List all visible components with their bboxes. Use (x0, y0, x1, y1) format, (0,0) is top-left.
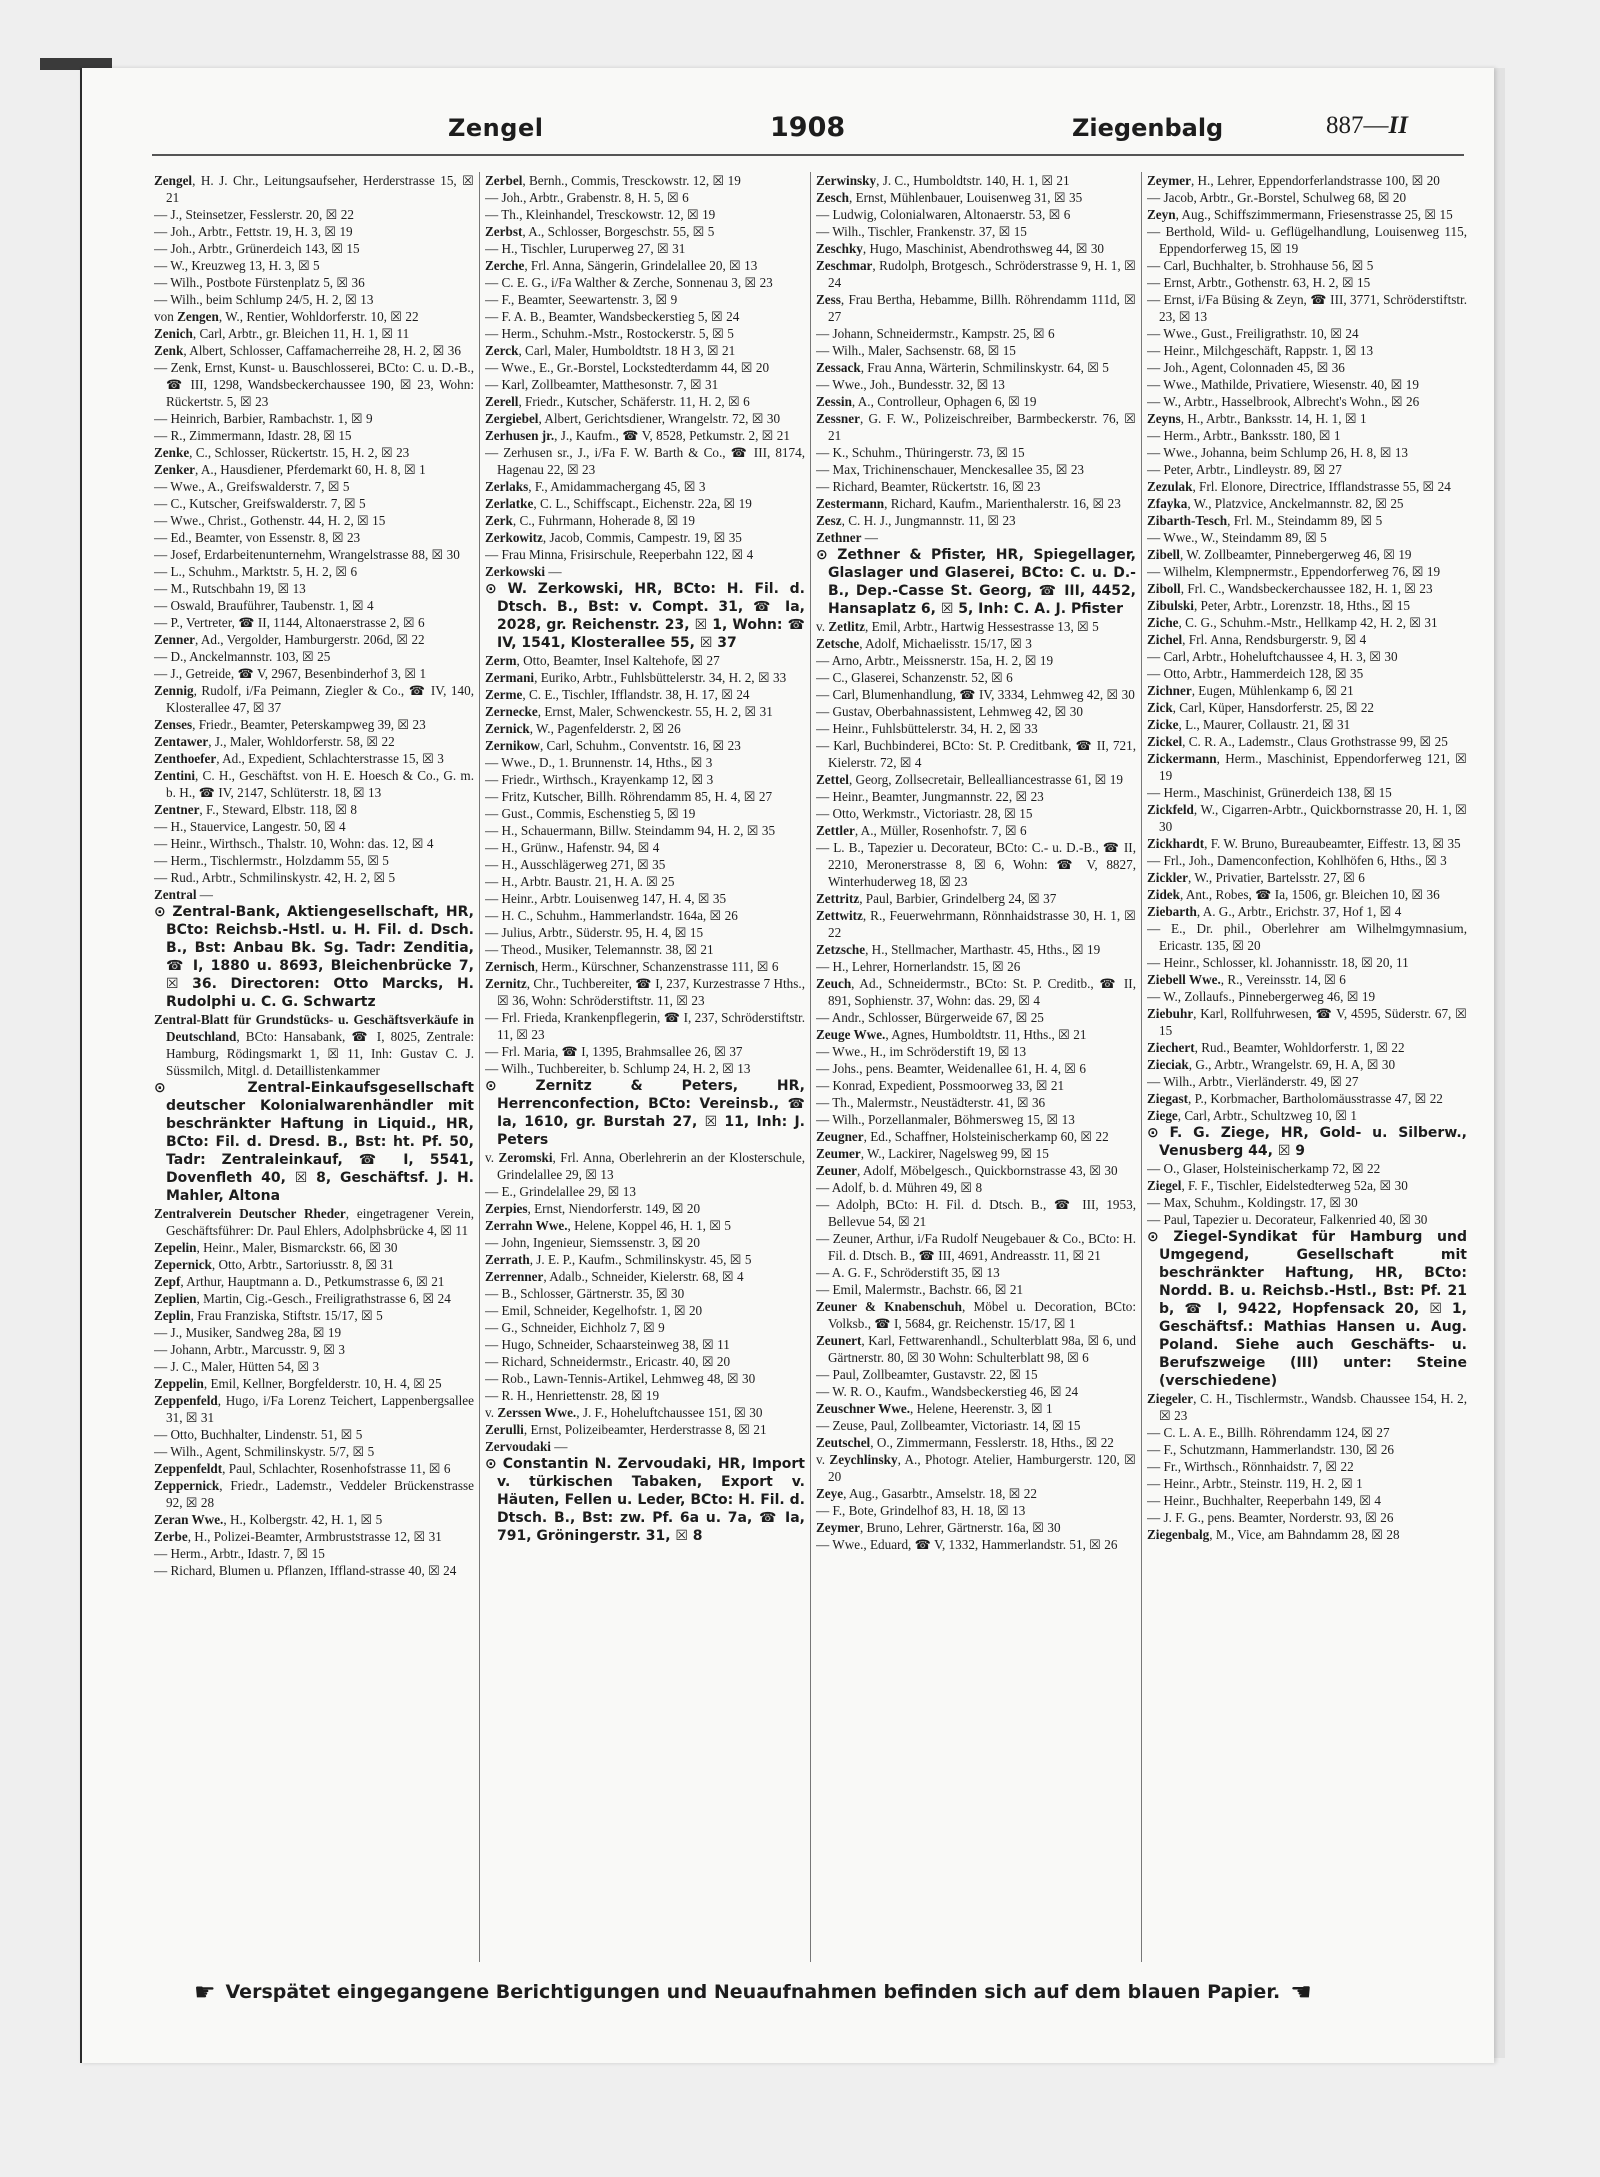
page-number-suffix: II (1388, 112, 1408, 139)
directory-entry: — C. E. G., i/Fa Walther & Zerche, Sonnenau 3, ☒ 23 (485, 275, 773, 290)
directory-entry: Ziebuhr, Karl, Rollfuhrwesen, ☎ V, 4595, Süderstr. 67, ☒ 15 (1147, 1006, 1467, 1038)
directory-entry: — Wwe., Eduard, ☎ V, 1332, Hammerlandstr. 51, ☒ 26 (816, 1537, 1118, 1552)
directory-entry: — Wilh., Maler, Sachsenstr. 68, ☒ 15 (816, 343, 1016, 358)
directory-entry: v. Zeromski, Frl. Anna, Oberlehrerin an der Klosterschule, Grindelallee 29, ☒ 13 (485, 1150, 805, 1182)
directory-entry: Zickel, C. R. A., Lademstr., Claus Grothstrasse 99, ☒ 25 (1147, 734, 1448, 749)
directory-entry: — Oswald, Brauführer, Taubenstr. 1, ☒ 4 (154, 598, 374, 613)
directory-entry: Zessack, Frau Anna, Wärterin, Schmilinskystr. 64, ☒ 5 (816, 360, 1109, 375)
directory-entry: — Johann, Schneidermstr., Kampstr. 25, ☒ 6 (816, 326, 1055, 341)
directory-entry: Zeppenfeld, Hugo, i/Fa Lorenz Teichert, Lappenbergsallee 31, ☒ 31 (154, 1393, 474, 1425)
directory-entry: Zepf, Arthur, Hauptmann a. D., Petkumstrasse 6, ☒ 21 (154, 1274, 445, 1289)
directory-entry: — D., Anckelmannstr. 103, ☒ 25 (154, 649, 331, 664)
directory-entry: Zeplin, Frau Franziska, Stiftstr. 15/17, ☒ 5 (154, 1308, 383, 1323)
pointing-hand-icon: ☚ (1290, 1978, 1312, 2006)
directory-entry: — Rud., Arbtr., Schmilinskystr. 42, H. 2, ☒ 5 (154, 870, 396, 885)
directory-entry: Zeyns, H., Arbtr., Banksstr. 14, H. 1, ☒ 1 (1147, 411, 1367, 426)
directory-entry: — Ernst, Arbtr., Gothenstr. 63, H. 2, ☒ 15 (1147, 275, 1371, 290)
directory-entry: — Ernst, i/Fa Büsing & Zeyn, ☎ III, 3771, Schröderstiftstr. 23, ☒ 13 (1147, 292, 1467, 324)
directory-entry: Zfayka, W., Platzvice, Anckelmannstr. 82, ☒ 25 (1147, 496, 1404, 511)
directory-entry: — Ludwig, Colonialwaren, Altonaerstr. 53, ☒ 6 (816, 207, 1071, 222)
directory-entry: — Herm., Schuhm.-Mstr., Rostockerstr. 5, ☒ 5 (485, 326, 734, 341)
directory-entry: — Hugo, Schneider, Schaarsteinweg 38, ☒ 11 (485, 1337, 730, 1352)
directory-entry: — R. H., Henriettenstr. 28, ☒ 19 (485, 1388, 660, 1403)
directory-entry: Zennig, Rudolf, i/Fa Peimann, Ziegler & Co., ☎ IV, 140, Klosterallee 47, ☒ 37 (154, 683, 474, 715)
page-header (82, 108, 1494, 158)
directory-entry: — Wwe., Johanna, beim Schlump 26, H. 8, ☒ 13 (1147, 445, 1409, 460)
directory-entry: Zickfeld, W., Cigarren-Arbtr., Quickbornstrasse 20, H. 1, ☒ 30 (1147, 802, 1467, 834)
directory-entry: — John, Ingenieur, Siemssenstr. 3, ☒ 20 (485, 1235, 700, 1250)
directory-entry: Zernecke, Ernst, Maler, Schwenckestr. 55, H. 2, ☒ 31 (485, 704, 773, 719)
directory-entry: — Andr., Schlosser, Bürgerweide 67, ☒ 25 (816, 1010, 1044, 1025)
directory-entry: — J., Musiker, Sandweg 28a, ☒ 19 (154, 1325, 342, 1340)
directory-entry: Zeymer, H., Lehrer, Eppendorferlandstrasse 100, ☒ 20 (1147, 173, 1440, 188)
directory-entry: Zerkowski — (485, 564, 562, 579)
directory-entry: ⊙ Constantin N. Zervoudaki, HR, Import v. türkischen Tabaken, Export v. Häuten, Fellen u. Leder, BCto: H. Fil. d. Dtsch. B., Bst: zw. Pf. 6a u. 7a, ☎ Ia, 791, Gröningerstr. 31, ☒ 8 (485, 1456, 805, 1544)
directory-entry: — Wwe., W., Steindamm 89, ☒ 5 (1147, 530, 1327, 545)
directory-entry: — H., Grünw., Hafenstr. 94, ☒ 4 (485, 840, 660, 855)
directory-entry: Zezulak, Frl. Elonore, Directrice, Ifflandstrasse 55, ☒ 24 (1147, 479, 1451, 494)
directory-entry: — L., Schuhm., Marktstr. 5, H. 2, ☒ 6 (154, 564, 358, 579)
directory-entry: — Wwe., Mathilde, Privatiere, Wiesenstr. 40, ☒ 19 (1147, 377, 1419, 392)
directory-entry: Zeschky, Hugo, Maschinist, Abendrothsweg 44, ☒ 30 (816, 241, 1105, 256)
directory-entry: Zentralverein Deutscher Rheder, eingetragener Verein, Geschäftsführer: Dr. Paul Ehlers, Adolphsbrücke 4, ☒ 11 (154, 1206, 474, 1238)
directory-entry: — G., Schneider, Eichholz 7, ☒ 9 (485, 1320, 665, 1335)
directory-entry: — Paul, Zollbeamter, Gustavstr. 22, ☒ 15 (816, 1367, 1038, 1382)
directory-entry: Zetsche, Adolf, Michaelisstr. 15/17, ☒ 3 (816, 636, 1032, 651)
directory-entry: — Zenk, Ernst, Kunst- u. Bauschlosserei, BCto: C. u. D.-B., ☎ III, 1298, Wandsbeckerchaussee 190, ☒ 23, Wohn: Rückertstr. 5, ☒ 23 (154, 360, 474, 409)
directory-entry: — Adolph, BCto: H. Fil. d. Dtsch. B., ☎ III, 1953, Bellevue 54, ☒ 21 (816, 1197, 1136, 1229)
header-rule (152, 154, 1464, 156)
directory-entry: — Peter, Arbtr., Lindleystr. 89, ☒ 27 (1147, 462, 1342, 477)
column-1 (154, 172, 474, 1962)
directory-entry: — J. C., Maler, Hütten 54, ☒ 3 (154, 1359, 320, 1374)
directory-entry: Zerkowitz, Jacob, Commis, Campestr. 19, ☒ 35 (485, 530, 742, 545)
directory-entry: — Joh., Agent, Colonnaden 45, ☒ 36 (1147, 360, 1345, 375)
directory-entry: Zestermann, Richard, Kaufm., Marienthalerstr. 16, ☒ 23 (816, 496, 1121, 511)
directory-entry: — H., Stauervice, Langestr. 50, ☒ 4 (154, 819, 346, 834)
page-number (1326, 112, 1408, 140)
directory-entry: Ziebarth, A. G., Arbtr., Erichstr. 37, Hof 1, ☒ 4 (1147, 904, 1402, 919)
directory-entry: Zenke, C., Schlosser, Rückertstr. 15, H. 2, ☒ 23 (154, 445, 410, 460)
directory-entry: Zenk, Albert, Schlosser, Caffamacherreihe 28, H. 2, ☒ 36 (154, 343, 461, 358)
directory-entry: — Friedr., Wirthsch., Krayenkamp 12, ☒ 3 (485, 772, 714, 787)
directory-entry: — Heinr., Milchgeschäft, Rappstr. 1, ☒ 13 (1147, 343, 1374, 358)
directory-entry: Zerrenner, Adalb., Schneider, Kielerstr. 68, ☒ 4 (485, 1269, 744, 1284)
directory-entry: — Carl, Buchhalter, b. Strohhause 56, ☒ 5 (1147, 258, 1374, 273)
directory-entry: — Wwe., A., Greifswalderstr. 7, ☒ 5 (154, 479, 350, 494)
directory-entry: — Paul, Tapezier u. Decorateur, Falkenried 40, ☒ 30 (1147, 1212, 1428, 1227)
directory-entry: Ziegast, P., Korbmacher, Bartholomäusstrasse 47, ☒ 22 (1147, 1091, 1443, 1106)
directory-entry: Zidek, Ant., Robes, ☎ Ia, 1506, gr. Bleichen 10, ☒ 36 (1147, 887, 1440, 902)
directory-entry: — C., Glaserei, Schanzenstr. 52, ☒ 6 (816, 670, 1013, 685)
column-divider (1141, 172, 1142, 1962)
directory-entry: — Carl, Blumenhandlung, ☎ IV, 3334, Lehmweg 42, ☒ 30 (816, 687, 1135, 702)
directory-entry: — Josef, Erdarbeitenunternehm, Wrangelstrasse 88, ☒ 30 (154, 547, 460, 562)
directory-entry: — Frl., Joh., Damenconfection, Kohlhöfen 6, Hths., ☒ 3 (1147, 853, 1447, 868)
directory-entry: — Heinr., Arbtr., Steinstr. 119, H. 2, ☒ 1 (1147, 1476, 1363, 1491)
page-number-main: 887— (1326, 112, 1389, 139)
directory-entry: ⊙ Zentral-Bank, Aktiengesellschaft, HR, BCto: Reichsb.-Hstl. u. H. Fil. d. Dsch. B., Bst: Anbau Bk. Sg. Tadr: Zenditia, ☎ I, 1880 u. 8693, Bleichenbrücke 7, ☒ 36. Directoren: Otto Marcks, H. Rudolphi u. C. G. Schwartz (154, 904, 474, 1010)
directory-entry: Zickhardt, F. W. Bruno, Bureaubeamter, Eiffestr. 13, ☒ 35 (1147, 836, 1461, 851)
directory-entry: — Wilh., Tuchbereiter, b. Schlump 24, H. 2, ☒ 13 (485, 1061, 751, 1076)
directory-entry: Zettler, A., Müller, Rosenhofstr. 7, ☒ 6 (816, 823, 1027, 838)
directory-entry: Zenner, Ad., Vergolder, Hamburgerstr. 206d, ☒ 22 (154, 632, 425, 647)
directory-entry: — H. C., Schuhm., Hammerlandstr. 164a, ☒ 26 (485, 908, 738, 923)
directory-entry: — Otto, Buchhalter, Lindenstr. 51, ☒ 5 (154, 1427, 363, 1442)
directory-entry: Ziebell Wwe., R., Vereinsstr. 14, ☒ 6 (1147, 972, 1346, 987)
column-2 (485, 172, 805, 1962)
directory-entry: — Heinr., Fuhlsbüttelerstr. 34, H. 2, ☒ 33 (816, 721, 1038, 736)
directory-entry: Zerpies, Ernst, Niendorferstr. 149, ☒ 20 (485, 1201, 701, 1216)
directory-entry: Zeunert, Karl, Fettwarenhandl., Schulterblatt 98a, ☒ 6, und Gärtnerstr. 80, ☒ 30 Wohn: Schulterblatt 98, ☒ 6 (816, 1333, 1136, 1365)
directory-entry: Zichel, Frl. Anna, Rendsburgerstr. 9, ☒ 4 (1147, 632, 1367, 647)
directory-entry: — M., Rutschbahn 19, ☒ 13 (154, 581, 306, 596)
directory-entry: — Wwe., Joh., Bundesstr. 32, ☒ 13 (816, 377, 1005, 392)
directory-entry: Zickermann, Herm., Maschinist, Eppendorferweg 121, ☒ 19 (1147, 751, 1467, 783)
directory-entry: Zentral — (154, 887, 213, 902)
directory-entry: Zeschmar, Rudolph, Brotgesch., Schröderstrasse 9, H. 1, ☒ 24 (816, 258, 1136, 290)
directory-entry: Zerk, C., Fuhrmann, Hoherade 8, ☒ 19 (485, 513, 695, 528)
directory-entry: — W., Arbtr., Hasselbrook, Albrecht's Wohn., ☒ 26 (1147, 394, 1420, 409)
directory-entry: Zerbst, A., Schlosser, Borgeschstr. 55, ☒ 5 (485, 224, 715, 239)
directory-entry: — Heinr., Buchhalter, Reeperbahn 149, ☒ 4 (1147, 1493, 1381, 1508)
directory-entry: Zick, Carl, Küper, Hansdorferstr. 25, ☒ 22 (1147, 700, 1375, 715)
directory-entry: — Wilh., Tischler, Frankenstr. 37, ☒ 15 (816, 224, 1027, 239)
directory-entry: Zeran Wwe., H., Kolbergstr. 42, H. 1, ☒ 5 (154, 1512, 383, 1527)
directory-entry: — Wilhelm, Klempnermstr., Eppendorferweg 76, ☒ 19 (1147, 564, 1441, 579)
directory-entry: Zess, Frau Bertha, Hebamme, Billh. Röhrendamm 111d, ☒ 27 (816, 292, 1136, 324)
directory-entry: — Johs., pens. Beamter, Weidenallee 61, H. 4, ☒ 6 (816, 1061, 1087, 1076)
directory-entry: — Zeuse, Paul, Zollbeamter, Victoriastr. 14, ☒ 15 (816, 1418, 1081, 1433)
directory-entry: Zerm, Otto, Beamter, Insel Kaltehofe, ☒ 27 (485, 653, 720, 668)
directory-entry: Zenich, Carl, Arbtr., gr. Bleichen 11, H. 1, ☒ 11 (154, 326, 410, 341)
directory-entry: — P., Vertreter, ☎ II, 1144, Altonaerstrasse 2, ☒ 6 (154, 615, 425, 630)
directory-entry: — W., Kreuzweg 13, H. 3, ☒ 5 (154, 258, 320, 273)
directory-entry: — Wilh., Postbote Fürstenplatz 5, ☒ 36 (154, 275, 365, 290)
directory-entry: — H., Tischler, Luruperweg 27, ☒ 31 (485, 241, 686, 256)
pointing-hand-icon: ☛ (194, 1978, 216, 2006)
directory-entry: — Rob., Lawn-Tennis-Artikel, Lehmweg 48, ☒ 30 (485, 1371, 756, 1386)
directory-entry: — Adolf, b. d. Mühren 49, ☒ 8 (816, 1180, 983, 1195)
directory-entry: — Max, Trichinenschauer, Menckesallee 35, ☒ 23 (816, 462, 1085, 477)
directory-entry: Zermani, Euriko, Arbtr., Fuhlsbüttelerstr. 34, H. 2, ☒ 33 (485, 670, 787, 685)
directory-entry: — Heinr., Wirthsch., Thalstr. 10, Wohn: das. 12, ☒ 4 (154, 836, 434, 851)
directory-entry: Zickler, W., Privatier, Bartelsstr. 27, ☒ 6 (1147, 870, 1365, 885)
header-last-entry: Ziegenbalg (1072, 114, 1224, 142)
directory-entry: Zerme, C. E., Tischler, Ifflandstr. 38, H. 17, ☒ 24 (485, 687, 750, 702)
directory-entry: — Wilh., Agent, Schmilinskystr. 5/7, ☒ 5 (154, 1444, 375, 1459)
directory-entry: — C. L. A. E., Billh. Röhrendamm 124, ☒ 27 (1147, 1425, 1390, 1440)
directory-entry: Zetzsche, H., Stellmacher, Marthastr. 45, Hths., ☒ 19 (816, 942, 1101, 957)
directory-entry: Zeppernick, Friedr., Lademstr., Veddeler Brückenstrasse 92, ☒ 28 (154, 1478, 474, 1510)
directory-entry: — Theod., Musiker, Telemannstr. 38, ☒ 21 (485, 942, 714, 957)
directory-entry: Ziegeler, C. H., Tischlermstr., Wandsb. Chaussee 154, H. 2, ☒ 23 (1147, 1391, 1467, 1423)
directory-entry: — Joh., Arbtr., Grabenstr. 8, H. 5, ☒ 6 (485, 190, 689, 205)
directory-entry: Zerbe, H., Polizei-Beamter, Armbruststrasse 12, ☒ 31 (154, 1529, 442, 1544)
directory-entry: — H., Schauermann, Billw. Steindamm 94, H. 2, ☒ 35 (485, 823, 776, 838)
directory-entry: Zerulli, Ernst, Polizeibeamter, Herderstrasse 8, ☒ 21 (485, 1422, 767, 1437)
directory-entry: — Heinrich, Barbier, Rambachstr. 1, ☒ 9 (154, 411, 373, 426)
directory-entry: — Arno, Arbtr., Meissnerstr. 15a, H. 2, ☒ 19 (816, 653, 1054, 668)
directory-entry: Zerlatke, C. L., Schiffscapt., Eichenstr. 22a, ☒ 19 (485, 496, 752, 511)
directory-entry: Zentner, F., Steward, Elbstr. 118, ☒ 8 (154, 802, 357, 817)
directory-entry: Zessin, A., Controlleur, Ophagen 6, ☒ 19 (816, 394, 1037, 409)
directory-entry: Zeumer, W., Lackirer, Nagelsweg 99, ☒ 15 (816, 1146, 1049, 1161)
directory-entry: Zibulski, Peter, Arbtr., Lorenzstr. 18, Hths., ☒ 15 (1147, 598, 1410, 613)
directory-entry: — J., Getreide, ☎ V, 2967, Besenbinderhof 3, ☒ 1 (154, 666, 427, 681)
directory-entry: — Joh., Arbtr., Grünerdeich 143, ☒ 15 (154, 241, 360, 256)
directory-entry: Zichner, Eugen, Mühlenkamp 6, ☒ 21 (1147, 683, 1354, 698)
directory-entry: Zerrahn Wwe., Helene, Koppel 46, H. 1, ☒ 5 (485, 1218, 731, 1233)
directory-entry: — C., Kutscher, Greifswalderstr. 7, ☒ 5 (154, 496, 366, 511)
directory-entry: — Wwe., E., Gr.-Borstel, Lockstedterdamm 44, ☒ 20 (485, 360, 770, 375)
directory-entry: — Herm., Tischlermstr., Holzdamm 55, ☒ 5 (154, 853, 389, 868)
directory-entry: — L. B., Tapezier u. Decorateur, BCto: C.- u. D.-B., ☎ II, 2210, Meronerstrasse 8, ☒ 6, Wohn: ☎ V, 8827, Winterhuderweg 18, ☒ 23 (816, 840, 1136, 889)
directory-entry: — Johann, Arbtr., Marcusstr. 9, ☒ 3 (154, 1342, 345, 1357)
directory-entry: — F., Schutzmann, Hammerlandstr. 130, ☒ 26 (1147, 1442, 1395, 1457)
directory-entry: Zesch, Ernst, Mühlenbauer, Louisenweg 31, ☒ 35 (816, 190, 1083, 205)
directory-entry: — Heinr., Arbtr. Louisenweg 147, H. 4, ☒ 35 (485, 891, 727, 906)
directory-entry: Zerrath, J. E. P., Kaufm., Schmilinskystr. 45, ☒ 5 (485, 1252, 752, 1267)
directory-entry: Zerwinsky, J. C., Humboldtstr. 140, H. 1, ☒ 21 (816, 173, 1070, 188)
directory-entry: — F., Beamter, Seewartenstr. 3, ☒ 9 (485, 292, 678, 307)
directory-entry: Zervoudaki — (485, 1439, 568, 1454)
directory-entry: Zeplien, Martin, Cig.-Gesch., Freiligrathstrasse 6, ☒ 24 (154, 1291, 451, 1306)
directory-entry: — Julius, Arbtr., Süderstr. 95, H. 4, ☒ 15 (485, 925, 704, 940)
directory-entry: — Herm., Maschinist, Grünerdeich 138, ☒ 15 (1147, 785, 1392, 800)
directory-entry: Zernick, W., Pagenfelderstr. 2, ☒ 26 (485, 721, 681, 736)
header-first-entry: Zengel (448, 114, 544, 142)
directory-entry: — J. F. G., pens. Beamter, Norderstr. 93, ☒ 26 (1147, 1510, 1394, 1525)
column-divider (479, 172, 480, 1962)
directory-entry: Ziche, C. G., Schuhm.-Mstr., Hellkamp 42, H. 2, ☒ 31 (1147, 615, 1438, 630)
directory-entry: Zepernick, Otto, Arbtr., Sartoriusstr. 8, ☒ 31 (154, 1257, 394, 1272)
directory-entry: — R., Zimmermann, Idastr. 28, ☒ 15 (154, 428, 352, 443)
directory-entry: Ziegenbalg, M., Vice, am Bahndamm 28, ☒ 28 (1147, 1527, 1400, 1542)
directory-entry: — Wwe., H., im Schröderstift 19, ☒ 13 (816, 1044, 1027, 1059)
directory-entry: — Heinr., Schlosser, kl. Johannisstr. 18, ☒ 20, 11 (1147, 955, 1409, 970)
directory-entry: von Zengen, W., Rentier, Wohldorferstr. 10, ☒ 22 (154, 309, 419, 324)
directory-entry: Zerell, Friedr., Kutscher, Schäferstr. 11, H. 2, ☒ 6 (485, 394, 750, 409)
directory-entry: ⊙ Zethner & Pfister, HR, Spiegellager, Glaslager und Glaserei, BCto: C. u. D.-B., Dep.-Casse St. Georg, ☎ III, 4452, Hansaplatz 6, ☒ 5, Inh: C. A. J. Pfister (816, 547, 1136, 617)
column-3 (816, 172, 1136, 1962)
directory-entry: — Emil, Malermstr., Bachstr. 66, ☒ 21 (816, 1282, 1024, 1297)
directory-entry: Zenthoefer, Ad., Expedient, Schlachterstrasse 15, ☒ 3 (154, 751, 444, 766)
directory-entry: — Jacob, Arbtr., Gr.-Borstel, Schulweg 68, ☒ 20 (1147, 190, 1407, 205)
directory-entry: ⊙ Zentral-Einkaufsgesellschaft deutscher Kolonialwarenhändler mit beschränkter Haftung in Liquid., HR, BCto: Fil. d. Dresd. B., Bst: ht. Pf. 50, Tadr: Zentraleinkauf, ☎ I, 5541, Dovenfleth 40, ☒ 8, Geschäftsf. J. H. Mahler, Altona (154, 1080, 474, 1204)
directory-entry: — Wwe., Christ., Gothenstr. 44, H. 2, ☒ 15 (154, 513, 386, 528)
directory-entry: Zeuner, Adolf, Möbelgesch., Quickbornstrasse 43, ☒ 30 (816, 1163, 1118, 1178)
directory-entry: Zeye, Aug., Gasarbtr., Amselstr. 18, ☒ 22 (816, 1486, 1037, 1501)
directory-entry: Zeugner, Ed., Schaffner, Holsteinischerkamp 60, ☒ 22 (816, 1129, 1109, 1144)
directory-entry: — Carl, Arbtr., Hoheluftchaussee 4, H. 3, ☒ 30 (1147, 649, 1398, 664)
directory-entry: Zepelin, Heinr., Maler, Bismarckstr. 66, ☒ 30 (154, 1240, 398, 1255)
directory-entry: Zenker, A., Hausdiener, Pferdemarkt 60, H. 8, ☒ 1 (154, 462, 426, 477)
directory-entry: Zettwitz, R., Feuerwehrmann, Rönnhaidstrasse 30, H. 1, ☒ 22 (816, 908, 1136, 940)
directory-entry: — Wwe., Gust., Freiligrathstr. 10, ☒ 24 (1147, 326, 1359, 341)
directory-entry: Zettel, Georg, Zollsecretair, Bellealliancestrasse 61, ☒ 19 (816, 772, 1123, 787)
directory-entry: Zesz, C. H. J., Jungmannstr. 11, ☒ 23 (816, 513, 1016, 528)
directory-entry: v. Zeychlinsky, A., Photogr. Atelier, Hamburgerstr. 120, ☒ 20 (816, 1452, 1136, 1484)
directory-entry: v. Zetlitz, Emil, Arbtr., Hartwig Hessestrasse 13, ☒ 5 (816, 619, 1099, 634)
directory-entry: — Wwe., D., 1. Brunnenstr. 14, Hths., ☒ 3 (485, 755, 713, 770)
directory-entry: — Th., Kleinhandel, Tresckowstr. 12, ☒ 19 (485, 207, 716, 222)
column-4 (1147, 172, 1467, 1962)
directory-entry: v. Zerssen Wwe., J. F., Hoheluftchaussee 151, ☒ 30 (485, 1405, 763, 1420)
directory-entry: — Karl, Buchbinderei, BCto: St. P. Creditbank, ☎ II, 721, Kielerstr. 72, ☒ 4 (816, 738, 1136, 770)
directory-entry: Ziegel, F. F., Tischler, Eidelstedterweg 52a, ☒ 30 (1147, 1178, 1408, 1193)
directory-entry: — Herm., Arbtr., Idastr. 7, ☒ 15 (154, 1546, 325, 1561)
directory-entry: Zicke, L., Maurer, Collaustr. 21, ☒ 31 (1147, 717, 1351, 732)
directory-entry: Zeppenfeldt, Paul, Schlachter, Rosenhofstrasse 11, ☒ 6 (154, 1461, 451, 1476)
directory-entry: — Richard, Beamter, Rückertstr. 16, ☒ 23 (816, 479, 1041, 494)
directory-entry: — K., Schuhm., Thüringerstr. 73, ☒ 15 (816, 445, 1025, 460)
directory-entry: — Zerhusen sr., J., i/Fa F. W. Barth & Co., ☎ III, 8174, Hagenau 22, ☒ 23 (485, 445, 805, 477)
directory-entry: Zethner — (816, 530, 878, 545)
directory-entry: — Frl. Frieda, Krankenpflegerin, ☎ I, 237, Schröderstiftstr. 11, ☒ 23 (485, 1010, 805, 1042)
directory-entry: — Fr., Wirthsch., Rönnhaidstr. 7, ☒ 22 (1147, 1459, 1354, 1474)
directory-entry: — Zeuner, Arthur, i/Fa Rudolf Neugebauer & Co., BCto: H. Fil. d. Dtsch. B., ☎ III, 4691, Andreasstr. 11, ☒ 21 (816, 1231, 1136, 1263)
directory-entry: Zettritz, Paul, Barbier, Grindelberg 24, ☒ 37 (816, 891, 1057, 906)
directory-entry: Zerche, Frl. Anna, Sängerin, Grindelallee 20, ☒ 13 (485, 258, 758, 273)
directory-entry: — Konrad, Expedient, Possmoorweg 33, ☒ 21 (816, 1078, 1065, 1093)
column-divider (810, 172, 811, 1962)
directory-entry: — F. A. B., Beamter, Wandsbeckerstieg 5, ☒ 24 (485, 309, 740, 324)
directory-entry: Zernikow, Carl, Schuhm., Conventstr. 16, ☒ 23 (485, 738, 741, 753)
directory-entry: — Gust., Commis, Eschenstieg 5, ☒ 19 (485, 806, 696, 821)
directory-entry: — O., Glaser, Holsteinischerkamp 72, ☒ 22 (1147, 1161, 1381, 1176)
directory-entry: ⊙ Zernitz & Peters, HR, Herrenconfection, BCto: Vereinsb., ☎ Ia, 1610, gr. Burstah 27, ☒ 11, Inh: J. Peters (485, 1078, 805, 1148)
directory-entry: — Wilh., beim Schlump 24/5, H. 2, ☒ 13 (154, 292, 374, 307)
directory-entry: — Wilh., Porzellanmaler, Böhmersweg 15, ☒ 13 (816, 1112, 1075, 1127)
directory-entry: Zernitz, Chr., Tuchbereiter, ☎ I, 237, Kurzestrasse 7 Hths., ☒ 36, Wohn: Schröderstiftstr. 11, ☒ 23 (485, 976, 805, 1008)
directory-entry: — Wilh., Arbtr., Vierländerstr. 49, ☒ 27 (1147, 1074, 1359, 1089)
directory-entry: — E., Dr. phil., Oberlehrer am Wilhelmgymnasium, Ericastr. 135, ☒ 20 (1147, 921, 1467, 953)
directory-entry: Zergiebel, Albert, Gerichtsdiener, Wrangelstr. 72, ☒ 30 (485, 411, 781, 426)
directory-entry: — Otto, Arbtr., Hammerdeich 128, ☒ 35 (1147, 666, 1364, 681)
directory-entry: — Herm., Arbtr., Banksstr. 180, ☒ 1 (1147, 428, 1341, 443)
directory-entry: — F., Bote, Grindelhof 83, H. 18, ☒ 13 (816, 1503, 1026, 1518)
header-year: 1908 (770, 112, 846, 143)
directory-entry: — Joh., Arbtr., Fettstr. 19, H. 3, ☒ 19 (154, 224, 353, 239)
directory-entry: — Frau Minna, Frisirschule, Reeperbahn 122, ☒ 4 (485, 547, 754, 562)
directory-entry: — Richard, Schneidermstr., Ericastr. 40, ☒ 20 (485, 1354, 731, 1369)
footer-notice (194, 1974, 1424, 2010)
directory-entry: — W., Zollaufs., Pinnebergerweg 46, ☒ 19 (1147, 989, 1376, 1004)
directory-page (80, 68, 1494, 2063)
directory-entry: — Otto, Werkmstr., Victoriastr. 28, ☒ 15 (816, 806, 1033, 821)
directory-entry: Zerlaks, F., Amidammachergang 45, ☒ 3 (485, 479, 706, 494)
directory-entry: Zerbel, Bernh., Commis, Tresckowstr. 12, ☒ 19 (485, 173, 741, 188)
directory-entry: Ziechert, Rud., Beamter, Wohldorferstr. 1, ☒ 22 (1147, 1040, 1405, 1055)
directory-entry: — A. G. F., Schröderstift 35, ☒ 13 (816, 1265, 1000, 1280)
directory-entry: Zeutschel, O., Zimmermann, Fesslerstr. 18, Hths., ☒ 22 (816, 1435, 1114, 1450)
directory-entry: — E., Grindelallee 29, ☒ 13 (485, 1184, 636, 1199)
directory-entry: ⊙ Ziegel-Syndikat für Hamburg und Umgegend, Gesellschaft mit beschränkter Haftung, HR, BCto: Nordd. B. u. Reichsb.-Hstl., Bst: Pf. 21 b, ☎ I, 9422, Hopfensack 20, ☒ 1, Geschäftsf.: Mathias Hansen u. Aug. Poland. Siehe auch Geschäfts- u. Berufszweige (III) unter: Steine (verschiedene) (1147, 1229, 1467, 1389)
directory-entry: Zibarth-Tesch, Frl. M., Steindamm 89, ☒ 5 (1147, 513, 1383, 528)
directory-entry: — Gustav, Oberbahnassistent, Lehmweg 42, ☒ 30 (816, 704, 1083, 719)
directory-entry: ⊙ W. Zerkowski, HR, BCto: H. Fil. d. Dtsch. B., Bst: v. Compt. 31, ☎ Ia, 2028, gr. Reichenstr. 23, ☒ 1, Wohn: ☎ IV, 1541, Klosterallee 55, ☒ 37 (485, 581, 805, 651)
directory-entry: Zentawer, J., Maler, Wohldorferstr. 58, ☒ 22 (154, 734, 395, 749)
directory-entry: Zengel, H. J. Chr., Leitungsaufseher, Herderstrasse 15, ☒ 21 (154, 173, 474, 205)
directory-entry: — B., Schlosser, Gärtnerstr. 35, ☒ 30 (485, 1286, 685, 1301)
directory-entry: — Fritz, Kutscher, Billh. Röhrendamm 85, H. 4, ☒ 27 (485, 789, 773, 804)
directory-entry: — Emil, Schneider, Kegelhofstr. 1, ☒ 20 (485, 1303, 703, 1318)
directory-entry: — Karl, Zollbeamter, Matthesonstr. 7, ☒ 31 (485, 377, 719, 392)
directory-entry: — W. R. O., Kaufm., Wandsbeckerstieg 46, ☒ 24 (816, 1384, 1079, 1399)
directory-entry: Zeuschner Wwe., Helene, Heerenstr. 3, ☒ 1 (816, 1401, 1053, 1416)
directory-entry: — Richard, Blumen u. Pflanzen, Iffland-strasse 40, ☒ 24 (154, 1563, 457, 1578)
directory-entry: Zibell, W. Zollbeamter, Pinnebergerweg 46, ☒ 19 (1147, 547, 1412, 562)
directory-entry: Zentini, C. H., Geschäftst. von H. E. Hoesch & Co., G. m. b. H., ☎ IV, 2147, Schlüterstr. 18, ☒ 13 (154, 768, 474, 800)
directory-entry: Zieciak, G., Arbtr., Wrangelstr. 69, H. A, ☒ 30 (1147, 1057, 1396, 1072)
directory-entry: Ziboll, Frl. C., Wandsbeckerchaussee 182, H. 1, ☒ 23 (1147, 581, 1433, 596)
directory-entry: — H., Ausschlägerweg 271, ☒ 35 (485, 857, 666, 872)
footer-text: Verspätet eingegangene Berichtigungen und Neuaufnahmen befinden sich auf dem blauen Papier. (225, 1981, 1281, 2003)
directory-entry: — Frl. Maria, ☎ I, 1395, Brahmsallee 26, ☒ 37 (485, 1044, 743, 1059)
directory-entry: — H., Arbtr. Baustr. 21, H. A. ☒ 25 (485, 874, 675, 889)
directory-entry: — Th., Malermstr., Neustädterstr. 41, ☒ 36 (816, 1095, 1046, 1110)
directory-entry: Zerck, Carl, Maler, Humboldtstr. 18 H 3, ☒ 21 (485, 343, 736, 358)
directory-entry: — Max, Schuhm., Koldingstr. 17, ☒ 30 (1147, 1195, 1358, 1210)
directory-entry: Zessner, G. F. W., Polizeischreiber, Barmbeckerstr. 76, ☒ 21 (816, 411, 1136, 443)
directory-entry: Zeuch, Ad., Schneidermstr., BCto: St. P. Creditb., ☎ II, 891, Sophienstr. 37, Wohn: das. 29, ☒ 4 (816, 976, 1136, 1008)
directory-entry: Zenses, Friedr., Beamter, Peterskampweg 39, ☒ 23 (154, 717, 426, 732)
directory-entry: Zeymer, Bruno, Lehrer, Gärtnerstr. 16a, ☒ 30 (816, 1520, 1061, 1535)
directory-entry: Zeuge Wwe., Agnes, Humboldtstr. 11, Hths., ☒ 21 (816, 1027, 1087, 1042)
directory-entry: — Berthold, Wild- u. Geflügelhandlung, Louisenweg 115, Eppendorferweg 15, ☒ 19 (1147, 224, 1467, 256)
directory-entry: Zeppelin, Emil, Kellner, Borgfelderstr. 10, H. 4, ☒ 25 (154, 1376, 442, 1391)
directory-entry: — J., Steinsetzer, Fesslerstr. 20, ☒ 22 (154, 207, 354, 222)
directory-entry: Zentral-Blatt für Grundstücks- u. Geschäftsverkäufe in Deutschland, BCto: Hansabank, ☎ I, 8025, Zentrale: Hamburg, Rödingsmarkt 1, ☒ 11, Inh: Gustav C. J. Süssmilch, Mitgl. d. Detaillistenkammer (154, 1012, 474, 1078)
directory-entry: — Heinr., Beamter, Jungmannstr. 22, ☒ 23 (816, 789, 1044, 804)
directory-entry: — Ed., Beamter, von Essenstr. 8, ☒ 23 (154, 530, 361, 545)
directory-entry: — H., Lehrer, Hornerlandstr. 15, ☒ 26 (816, 959, 1021, 974)
directory-entry: Ziege, Carl, Arbtr., Schultzweg 10, ☒ 1 (1147, 1108, 1357, 1123)
directory-entry: Zernisch, Herm., Kürschner, Schanzenstrasse 111, ☒ 6 (485, 959, 779, 974)
directory-entry: Zeyn, Aug., Schiffszimmermann, Friesenstrasse 25, ☒ 15 (1147, 207, 1453, 222)
directory-entry: Zeuner & Knabenschuh, Möbel u. Decoration, BCto: Volksb., ☎ I, 5684, gr. Reichenstr. 15/17, ☒ 1 (816, 1299, 1136, 1331)
directory-entry: Zerhusen jr., J., Kaufm., ☎ V, 8528, Petkumstr. 2, ☒ 21 (485, 428, 790, 443)
directory-entry: ⊙ F. G. Ziege, HR, Gold- u. Silberw., Venusberg 44, ☒ 9 (1147, 1125, 1467, 1159)
